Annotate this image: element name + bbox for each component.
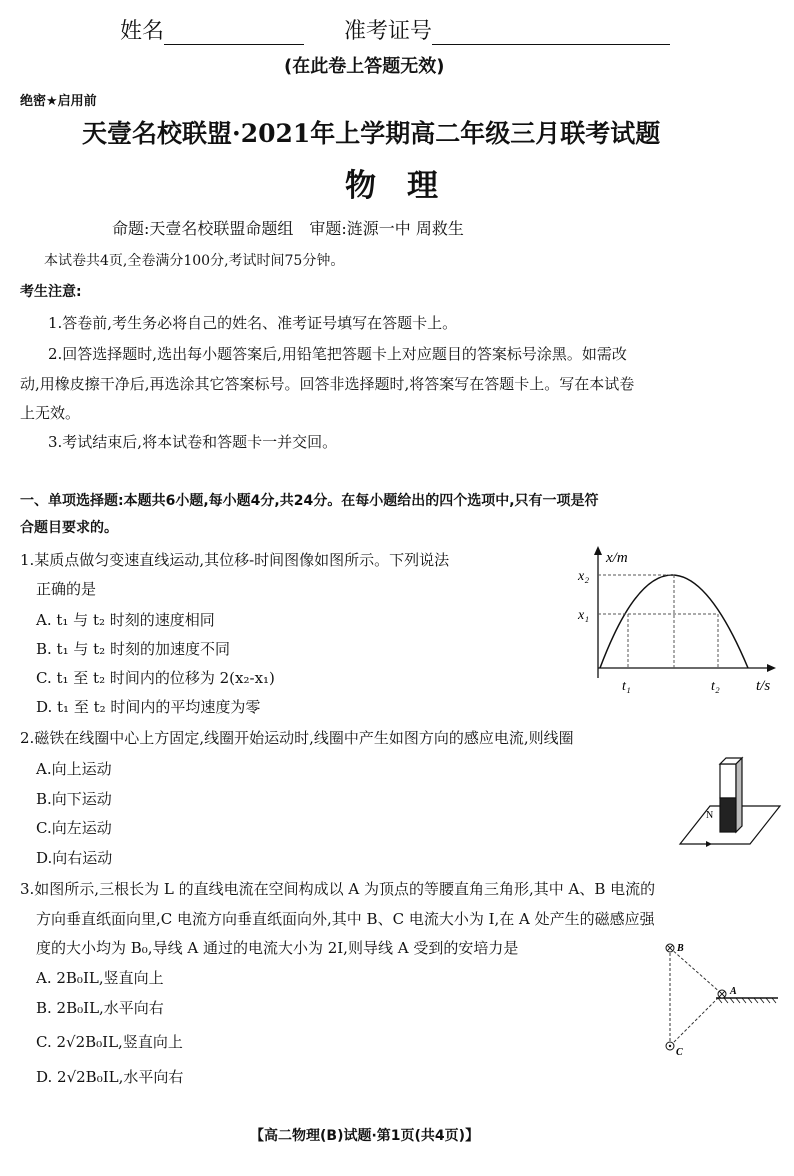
- invalid-note: (在此卷上答题无效): [284, 56, 445, 77]
- q2-stem: 2.磁铁在线圈中心上方固定,线圈开始运动时,线圈中产生如图方向的感应电流,则线圈: [20, 729, 574, 747]
- label-c: C: [676, 1047, 683, 1058]
- q3-stem-cont: 方向垂直纸面向里,C 电流方向垂直纸面向外,其中 B、C 电流大小为 I,在 A 处产生的磁感应强: [36, 910, 655, 928]
- name-blank[interactable]: [164, 22, 304, 45]
- q3-option-b[interactable]: B. 2B₀IL,水平向右: [36, 999, 164, 1017]
- magnet-n-half: [720, 798, 736, 832]
- t1-label: t₁: [622, 679, 631, 694]
- q1-stem-cont: 正确的是: [36, 580, 97, 598]
- q2-magnet-coil-figure: [676, 756, 786, 856]
- author-line: 命题:天壹名校联盟命题组 审题:涟源一中 周救生: [112, 219, 464, 238]
- page-footer: 【高二物理(B)试题·第1页(共4页)】: [250, 1128, 480, 1144]
- label-b: B: [677, 943, 684, 954]
- current-arrow-icon: [706, 841, 712, 847]
- name-label: 姓名: [120, 19, 165, 44]
- q1-xt-graph: [570, 542, 780, 700]
- name-field: [120, 14, 670, 45]
- q3-stem: 3.如图所示,三根长为 L 的直线电流在空间构成以 A 为顶点的等腰直角三角形,其中 A、B 电流的: [20, 880, 656, 898]
- x-axis-label: t/s: [756, 678, 771, 694]
- n-pole-label: N: [706, 810, 714, 821]
- note-item-2-cont: 动,用橡皮擦干净后,再选涂其它答案标号。回答非选择题时,将答案写在答题卡上。写在本试卷: [20, 375, 635, 393]
- q3-option-a[interactable]: A. 2B₀IL,竖直向上: [36, 969, 164, 987]
- subject-title: 物 理: [345, 168, 438, 204]
- section-heading: 一、单项选择题:本题共6小题,每小题4分,共24分。在每小题给出的四个选项中,只有一项是符: [20, 493, 599, 509]
- y-axis-arrow: [594, 546, 602, 555]
- magnet-s-half: [720, 764, 736, 798]
- notes-heading: 考生注意:: [20, 284, 82, 300]
- note-item-1: 1.答卷前,考生务必将自己的姓名、准考证号填写在答题卡上。: [48, 314, 458, 332]
- q3-stem-end: 度的大小均为 B₀,导线 A 通过的电流大小为 2I,则导线 A 受到的安培力是: [36, 939, 519, 957]
- y-axis-label: x/m: [606, 550, 628, 566]
- q2-option-a[interactable]: A.向上运动: [36, 760, 112, 778]
- t2-label: t₂: [711, 679, 720, 694]
- q3-option-d[interactable]: D. 2√2B₀IL,水平向右: [36, 1068, 184, 1086]
- edge-a-c: [670, 994, 722, 1046]
- q2-option-b[interactable]: B.向下运动: [36, 790, 112, 808]
- note-item-2: 2.回答选择题时,选出每小题答案后,用铅笔把答题卡上对应题目的答案标号涂黑。如需改: [48, 345, 627, 363]
- q2-option-c[interactable]: C.向左运动: [36, 819, 112, 837]
- note-item-2-end: 上无效。: [20, 404, 81, 422]
- q1-option-a[interactable]: A. t₁ 与 t₂ 时刻的速度相同: [36, 611, 215, 629]
- q2-option-d[interactable]: D.向右运动: [36, 849, 113, 867]
- note-item-3: 3.考试结束后,将本试卷和答题卡一并交回。: [48, 433, 338, 451]
- q1-option-d[interactable]: D. t₁ 至 t₂ 时间内的平均速度为零: [36, 698, 261, 716]
- q1-stem: 1.某质点做匀变速直线运动,其位移-时间图像如图所示。下列说法: [20, 551, 450, 569]
- exam-info: 本试卷共4页,全卷满分100分,考试时间75分钟。: [44, 253, 345, 269]
- section-heading-cont: 合题目要求的。: [20, 520, 118, 536]
- secret-label: 绝密★启用前: [20, 94, 97, 109]
- wire-c-dot: [669, 1045, 671, 1047]
- exam-title: 天壹名校联盟·2021年上学期高二年级三月联考试题: [82, 119, 661, 148]
- q1-option-c[interactable]: C. t₁ 至 t₂ 时间内的位移为 2(x₂-x₁): [36, 669, 275, 687]
- q1-option-b[interactable]: B. t₁ 与 t₂ 时刻的加速度不同: [36, 640, 230, 658]
- edge-b-a: [670, 948, 722, 994]
- exam-no-blank[interactable]: [432, 22, 670, 45]
- q3-option-c[interactable]: C. 2√2B₀IL,竖直向上: [36, 1033, 183, 1051]
- x1-label: x₁: [578, 608, 590, 623]
- exam-no-label: 准考证号: [344, 19, 433, 44]
- x2-label: x₂: [578, 569, 590, 584]
- label-a: A: [730, 986, 737, 997]
- q3-wire-triangle-figure: [660, 938, 782, 1060]
- magnet-side: [736, 758, 742, 832]
- x-axis-arrow: [767, 664, 776, 672]
